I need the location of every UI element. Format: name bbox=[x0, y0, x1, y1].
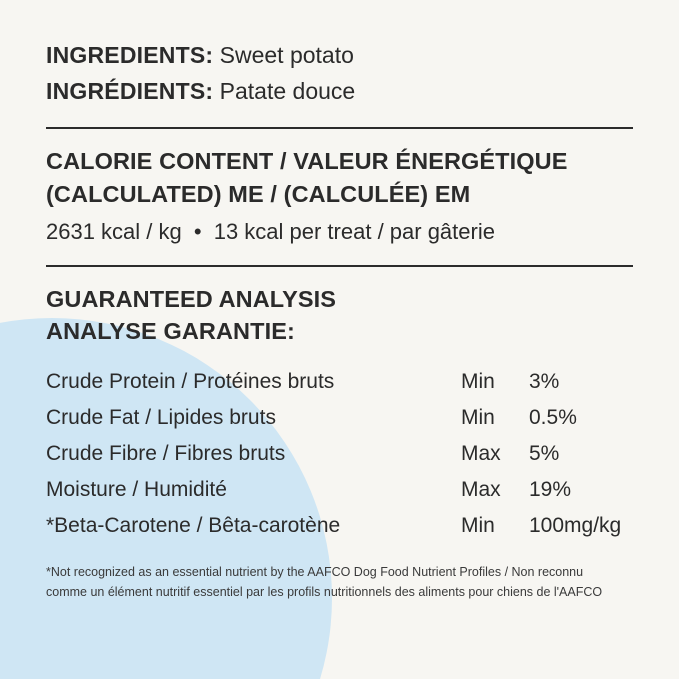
footnote bbox=[46, 562, 633, 603]
ingredients-value-fr: Patate douce bbox=[219, 77, 356, 104]
divider-top bbox=[46, 127, 633, 129]
nutrient-value: 3% bbox=[529, 369, 560, 393]
footnote-line-1: *Not recognized as an essential nutrient by the AAFCO Dog Food Nutrient Profiles / Non reconnu bbox=[46, 564, 584, 579]
nutrient-value: 100mg/kg bbox=[529, 513, 622, 537]
bullet-separator: • bbox=[193, 219, 202, 245]
table-row bbox=[46, 364, 633, 400]
table-row bbox=[46, 436, 633, 472]
nutrient-limit: Max bbox=[461, 441, 501, 465]
nutrient-limit: Min bbox=[461, 369, 495, 393]
guaranteed-analysis-heading-line1: GUARANTEED ANALYSIS bbox=[46, 285, 337, 312]
ingredients-label-en: INGREDIENTS: bbox=[46, 42, 214, 68]
nutrient-name: *Beta-Carotene / Bêta-carotène bbox=[46, 513, 341, 537]
footnote-line-2: comme un élément nutritif essentiel par les profils nutritionnels des aliments pour chiens de l'AAFCO bbox=[46, 585, 603, 600]
nutrient-value: 5% bbox=[529, 441, 560, 465]
calorie-value-per-kg: 2631 kcal / kg bbox=[46, 219, 182, 245]
guaranteed-analysis-section bbox=[46, 283, 633, 603]
ingredients-row bbox=[46, 38, 633, 74]
calorie-value-per-treat: 13 kcal per treat / par gâterie bbox=[213, 219, 495, 245]
calorie-content-section bbox=[46, 145, 633, 246]
ingredients-value-en: Sweet potato bbox=[219, 42, 354, 68]
nutrient-name: Crude Protein / Protéines bruts bbox=[46, 369, 335, 393]
guaranteed-analysis-heading-line2: ANALYSE GARANTIE: bbox=[46, 318, 295, 345]
nutrient-value: 0.5% bbox=[529, 405, 577, 429]
divider-bottom bbox=[46, 265, 633, 267]
nutrient-limit: Min bbox=[461, 405, 495, 429]
guaranteed-analysis-table bbox=[46, 364, 633, 544]
calorie-heading-line1: CALORIE CONTENT / VALEUR ÉNERGÉTIQUE bbox=[46, 148, 568, 175]
table-row bbox=[46, 508, 633, 544]
calorie-heading-line2: (CALCULATED) ME / (CALCULÉE) EM bbox=[46, 180, 471, 207]
nutrient-name: Crude Fat / Lipides bruts bbox=[46, 405, 276, 429]
ingredients-section bbox=[46, 38, 633, 109]
nutrient-value: 19% bbox=[529, 477, 572, 501]
ingredients-label-fr: INGRÉDIENTS: bbox=[46, 77, 214, 104]
table-row bbox=[46, 400, 633, 436]
nutrient-limit: Min bbox=[461, 513, 495, 537]
table-row bbox=[46, 472, 633, 508]
calorie-values bbox=[46, 218, 633, 247]
ingredients-row bbox=[46, 74, 633, 110]
nutrient-limit: Max bbox=[461, 477, 501, 501]
nutrient-name: Moisture / Humidité bbox=[46, 477, 227, 501]
nutrient-name: Crude Fibre / Fibres bruts bbox=[46, 441, 286, 465]
